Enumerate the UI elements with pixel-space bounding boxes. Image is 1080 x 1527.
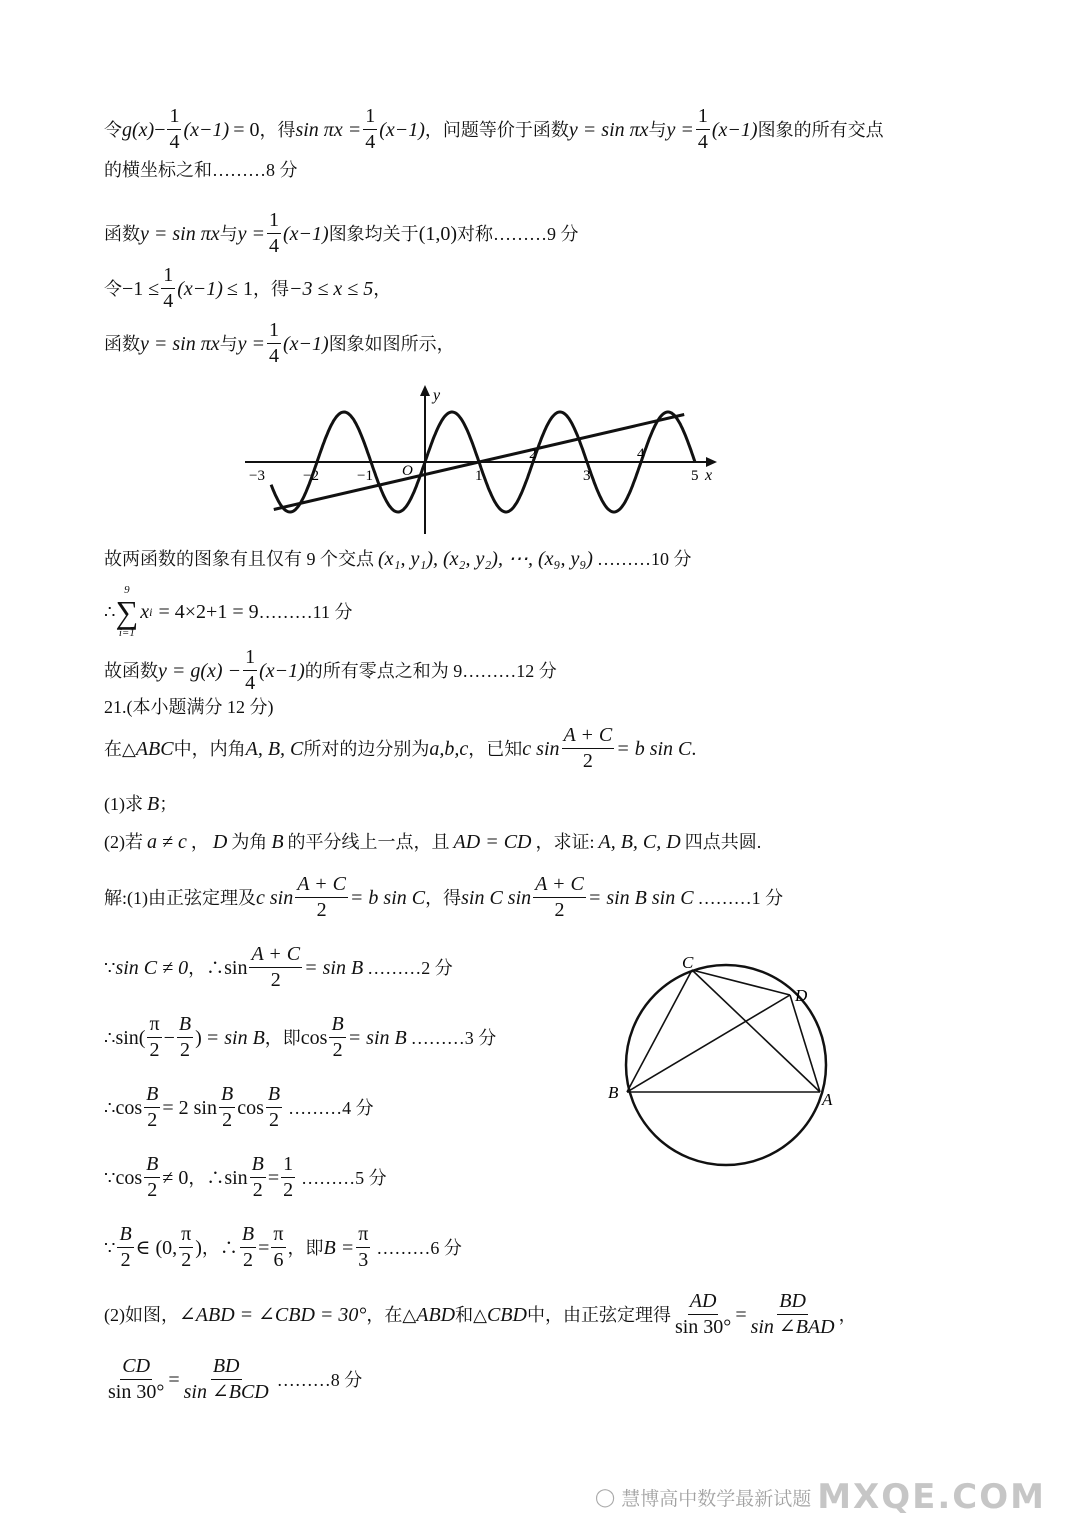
math: −1 ≤ [122, 277, 160, 300]
num: π [271, 1224, 285, 1248]
math: sin( [115, 1026, 146, 1049]
math: (x−1) [259, 659, 305, 682]
math: cos [115, 1166, 143, 1189]
math: y = sin πx [568, 118, 649, 141]
den: 2 [316, 899, 327, 921]
fraction [179, 1224, 193, 1271]
text: (1)求 [104, 794, 143, 814]
math: = sin B [347, 1026, 407, 1049]
num: BD [211, 1356, 242, 1380]
fraction [696, 106, 710, 153]
fraction [533, 874, 586, 921]
function-graph [230, 380, 730, 540]
den: 2 [147, 1109, 158, 1131]
math: y = sin πx [140, 332, 220, 355]
fraction [161, 265, 175, 312]
math: sin [224, 956, 248, 979]
den: 4 [268, 345, 279, 367]
text: ………11 分 [258, 602, 353, 622]
x-tick-label: −3 [249, 468, 265, 484]
num: AD [688, 1291, 719, 1315]
math: = sin B [304, 956, 364, 979]
text: 对称………9 分 [457, 223, 579, 244]
math: CBD [486, 1303, 527, 1326]
text: 中，内角 [173, 738, 246, 759]
den: 4 [365, 131, 376, 153]
x-tick-label: 3 [583, 468, 591, 484]
text: ，在△ [366, 1304, 417, 1325]
num: B [266, 1084, 282, 1108]
question-1 [104, 794, 177, 814]
fraction [295, 874, 348, 921]
fraction [250, 1154, 266, 1201]
math: ∈ (0, [135, 1236, 178, 1259]
math: cos [237, 1096, 264, 1119]
den: 2 [268, 1109, 279, 1131]
text: ………10 分 [596, 549, 692, 569]
math: A, B, C, D [598, 831, 681, 853]
solution-step-5 [104, 1154, 387, 1201]
fraction [240, 1224, 256, 1271]
text: 与 [219, 333, 238, 354]
den: 2 [582, 750, 593, 772]
math: = 4×2+1 = 9 [158, 601, 259, 623]
num: π [179, 1224, 193, 1248]
text: 函数 [104, 223, 140, 244]
text: 故两函数的图象有且仅有 9 个交点 [104, 549, 374, 569]
math: − [154, 118, 166, 141]
fraction [167, 106, 181, 153]
text: ，即 [287, 1237, 324, 1258]
text: ，即 [264, 1027, 301, 1048]
num: A + C [533, 874, 586, 898]
watermark-site: MXQE.COM [817, 1477, 1046, 1517]
math: (x−1) [183, 118, 230, 141]
text: ， [838, 1304, 857, 1325]
math: a ≠ c [147, 831, 187, 853]
math: y = g(x) − [158, 659, 242, 682]
fraction [673, 1291, 733, 1338]
math: (x−1) [379, 118, 425, 141]
num: 1 [161, 265, 175, 289]
x-tick-label: 2 [529, 446, 537, 462]
sub: i [149, 605, 153, 619]
fraction [329, 1014, 345, 1061]
origin-label: O [402, 463, 413, 479]
num: 1 [167, 106, 181, 130]
fraction [267, 320, 281, 367]
math: sin C ≠ 0 [115, 956, 189, 979]
solution-step-2 [104, 944, 453, 991]
text: 图象均关于 [328, 223, 419, 244]
fraction [177, 1014, 193, 1061]
math: = [267, 1166, 280, 1189]
num: π [147, 1014, 161, 1038]
math: = [258, 1236, 270, 1259]
den: 2 [120, 1249, 131, 1271]
solution-line-8 [104, 106, 884, 153]
sigma-symbol: ∑ [115, 594, 139, 630]
x-axis-label: x [705, 467, 713, 484]
math: ) [195, 1026, 202, 1049]
math: − [163, 1026, 175, 1049]
den: 2 [252, 1179, 263, 1201]
math: = [168, 1368, 180, 1391]
num: B [250, 1154, 266, 1178]
text: 令 [104, 119, 122, 140]
num: B [240, 1224, 256, 1248]
math: (x−1) [282, 332, 329, 355]
math: ≤ 1 [226, 277, 253, 300]
num: B [219, 1084, 235, 1108]
label-a: A [822, 1090, 833, 1109]
math: ≠ 0 [162, 1166, 189, 1189]
text: ………2 分 [367, 957, 453, 978]
den: 3 [358, 1249, 369, 1271]
den: sin 30° [108, 1381, 165, 1403]
den: 4 [163, 290, 174, 312]
text: ，得 [425, 887, 462, 908]
text: 四点共圆. [684, 832, 762, 852]
watermark [595, 1477, 1046, 1517]
problem-21-statement: 在△ ABC 中，内角 A, B, C 所对的边分别为 a,b,c ，已知 c sin $\frac{A + C}{2}$ = b sin C . [104, 724, 697, 772]
text: ， [190, 832, 209, 852]
num: 1 [267, 210, 281, 234]
sum-line [104, 585, 352, 639]
fraction [117, 1224, 133, 1271]
text: ∵ [104, 1167, 116, 1188]
math: sin πx = [295, 118, 362, 141]
solution-range-line [104, 265, 391, 312]
solution-part-2b [104, 1356, 362, 1403]
text: ，∴ [188, 1167, 225, 1188]
den: 4 [697, 131, 708, 153]
fraction [249, 944, 302, 991]
den: 2 [283, 1179, 294, 1201]
text: (2)若 [104, 832, 143, 852]
text: ………8 分 [276, 1369, 363, 1390]
text: 故函数 [104, 660, 158, 681]
label-b: B [608, 1083, 619, 1102]
text: 与 [219, 223, 238, 244]
math: ) [195, 1236, 202, 1259]
text: 函数 [104, 333, 140, 354]
solution-line-8b [104, 161, 298, 179]
num: B [329, 1014, 345, 1038]
math: (x−1) [177, 277, 223, 300]
text: 图象的所有交点 [757, 119, 884, 140]
text: ； [159, 794, 178, 814]
den: 2 [243, 1249, 254, 1271]
fraction [356, 1224, 370, 1271]
text: ∴ [104, 602, 116, 622]
text: ，得 [252, 278, 289, 299]
math: AD = CD [453, 831, 532, 853]
solution-step-3 [104, 1014, 496, 1061]
math: sin [224, 1166, 248, 1189]
x-tick-label: 4 [637, 446, 645, 462]
fraction [562, 725, 615, 772]
zeros-sum-line [104, 647, 557, 694]
text: ∵ [104, 957, 116, 978]
math: (1,0) [418, 222, 458, 245]
text: ………5 分 [301, 1167, 387, 1188]
fraction [243, 647, 257, 694]
solution-part-2 [104, 1291, 857, 1338]
den: 4 [169, 131, 180, 153]
text: ∴ [104, 1027, 116, 1048]
summation [115, 585, 138, 639]
math: x [140, 601, 150, 623]
math: = [735, 1303, 747, 1326]
fraction [144, 1154, 160, 1201]
math: B = [323, 1236, 355, 1259]
x-axis-arrow [706, 457, 717, 467]
num: 1 [696, 106, 710, 130]
math: = b sin C [616, 737, 692, 760]
intersection-count [104, 549, 691, 569]
solution-step-4 [104, 1084, 374, 1131]
num: π [356, 1224, 370, 1248]
math: cos [300, 1026, 328, 1049]
num: 1 [267, 320, 281, 344]
text: 解:(1)由正弦定理及 [104, 887, 256, 908]
text: 21.(本小题满分 12 分) [104, 697, 274, 717]
den: sin 30° [674, 1316, 732, 1338]
text: ………3 分 [410, 1027, 497, 1048]
den: sin ∠BAD [750, 1316, 835, 1338]
math: y = [237, 222, 265, 245]
math: y = [237, 332, 265, 355]
text: 所对的边分别为 [303, 738, 430, 759]
x-tick-label: 1 [475, 468, 483, 484]
math: (x−1) [282, 222, 329, 245]
den: 2 [222, 1109, 233, 1131]
text: 在△ [104, 738, 136, 759]
math: B [147, 793, 160, 815]
math: c sin [522, 737, 560, 760]
math: D [212, 831, 228, 853]
num: A + C [249, 944, 302, 968]
fraction [144, 1084, 160, 1131]
fraction [281, 1154, 295, 1201]
watermark-brand: 慧博高中数学最新试题 [621, 1487, 812, 1510]
sum-top: 9 [124, 584, 130, 596]
math: = b sin C [349, 886, 426, 909]
fraction [147, 1014, 161, 1061]
fraction [182, 1356, 271, 1403]
math: cos [115, 1096, 143, 1119]
math: = 2 sin [162, 1096, 217, 1119]
text: ， [373, 278, 392, 299]
num: 1 [281, 1154, 295, 1178]
math: ∠ABD = ∠CBD = 30° [179, 1303, 367, 1326]
den: 2 [181, 1249, 192, 1271]
text: (2)如图， [104, 1304, 179, 1325]
text: ，求证: [535, 832, 595, 852]
math: y = [666, 118, 694, 141]
math: ABC [135, 737, 174, 760]
fraction [363, 106, 377, 153]
math: sin C sin [461, 886, 532, 909]
num: CD [120, 1356, 152, 1380]
segment-bd [627, 995, 790, 1092]
solution-graph-intro [104, 320, 455, 367]
text: ………1 分 [697, 887, 784, 908]
num: B [177, 1014, 193, 1038]
text: 和△ [455, 1304, 487, 1325]
text: ，问题等价于函数 [424, 119, 569, 140]
math: y = sin πx [140, 222, 220, 245]
den: 2 [147, 1179, 158, 1201]
text: ，得 [259, 119, 296, 140]
math: g(x) [122, 118, 155, 141]
math: = sin B sin C [587, 886, 694, 909]
text: 为角 [231, 832, 268, 852]
x-tick-label: 5 [691, 468, 699, 484]
num: B [144, 1154, 160, 1178]
x-tick-label: −1 [357, 468, 373, 484]
math: = 0 [233, 118, 260, 141]
fraction [267, 210, 281, 257]
math: = sin B [205, 1026, 265, 1049]
text: ，已知 [468, 738, 523, 759]
num: 1 [243, 647, 257, 671]
math: B [271, 831, 284, 853]
cyclic-quadrilateral-figure [600, 945, 850, 1175]
num: 1 [363, 106, 377, 130]
text: ………4 分 [288, 1097, 374, 1118]
solution-step-6 [104, 1224, 462, 1271]
segment-cd [692, 970, 790, 995]
segment-bc [627, 970, 692, 1092]
text: ∴ [104, 1097, 116, 1118]
num: B [117, 1224, 133, 1248]
den: 2 [149, 1039, 160, 1061]
problem-21-header [104, 698, 274, 716]
text: ，∴ [188, 957, 225, 978]
den: 2 [554, 899, 565, 921]
num: BD [777, 1291, 808, 1315]
math: −3 ≤ x ≤ 5 [288, 277, 374, 300]
text: ………6 分 [376, 1237, 462, 1258]
math: ABD [416, 1303, 456, 1326]
fraction [106, 1356, 166, 1403]
fraction [219, 1084, 235, 1131]
den: 4 [268, 235, 279, 257]
den: 2 [179, 1039, 190, 1061]
x-tick-label: −2 [303, 468, 319, 484]
text: 的所有零点之和为 9………12 分 [304, 660, 557, 681]
wechat-icon: ◯ [595, 1486, 616, 1507]
text: 图象如图所示， [328, 333, 455, 354]
y-axis-label: y [433, 387, 441, 404]
label-d: D [795, 986, 808, 1005]
den: 4 [245, 672, 256, 694]
text: 令 [104, 278, 122, 299]
num: A + C [562, 725, 615, 749]
sum-bottom: i=1 [118, 627, 135, 639]
text: 中，由正弦定理得 [526, 1304, 671, 1325]
y-axis-arrow [420, 385, 430, 396]
den: 6 [273, 1249, 284, 1271]
fraction [271, 1224, 285, 1271]
text: ∵ [104, 1237, 116, 1258]
solution-step-1 [104, 874, 783, 921]
math: (x−1) [711, 118, 758, 141]
solution-line-9 [104, 210, 579, 257]
math: (x₁, y₁), (x₂, y₂), ⋯, (x₉, y₉) [378, 548, 593, 570]
math: c sin [256, 886, 294, 909]
text: 的横坐标之和………8 分 [104, 160, 298, 180]
num: B [144, 1084, 160, 1108]
math: A, B, C [245, 737, 304, 760]
den: 2 [270, 969, 281, 991]
den: 2 [332, 1039, 343, 1061]
text: ，∴ [201, 1237, 238, 1258]
fraction [749, 1291, 837, 1338]
question-2 [104, 832, 761, 852]
den: sin ∠BCD [183, 1381, 269, 1403]
text: 的平分线上一点，且 [287, 832, 450, 852]
text: 与 [648, 119, 667, 140]
label-c: C [682, 953, 694, 972]
fraction [266, 1084, 282, 1131]
num: A + C [295, 874, 348, 898]
math: a,b,c [429, 737, 469, 760]
